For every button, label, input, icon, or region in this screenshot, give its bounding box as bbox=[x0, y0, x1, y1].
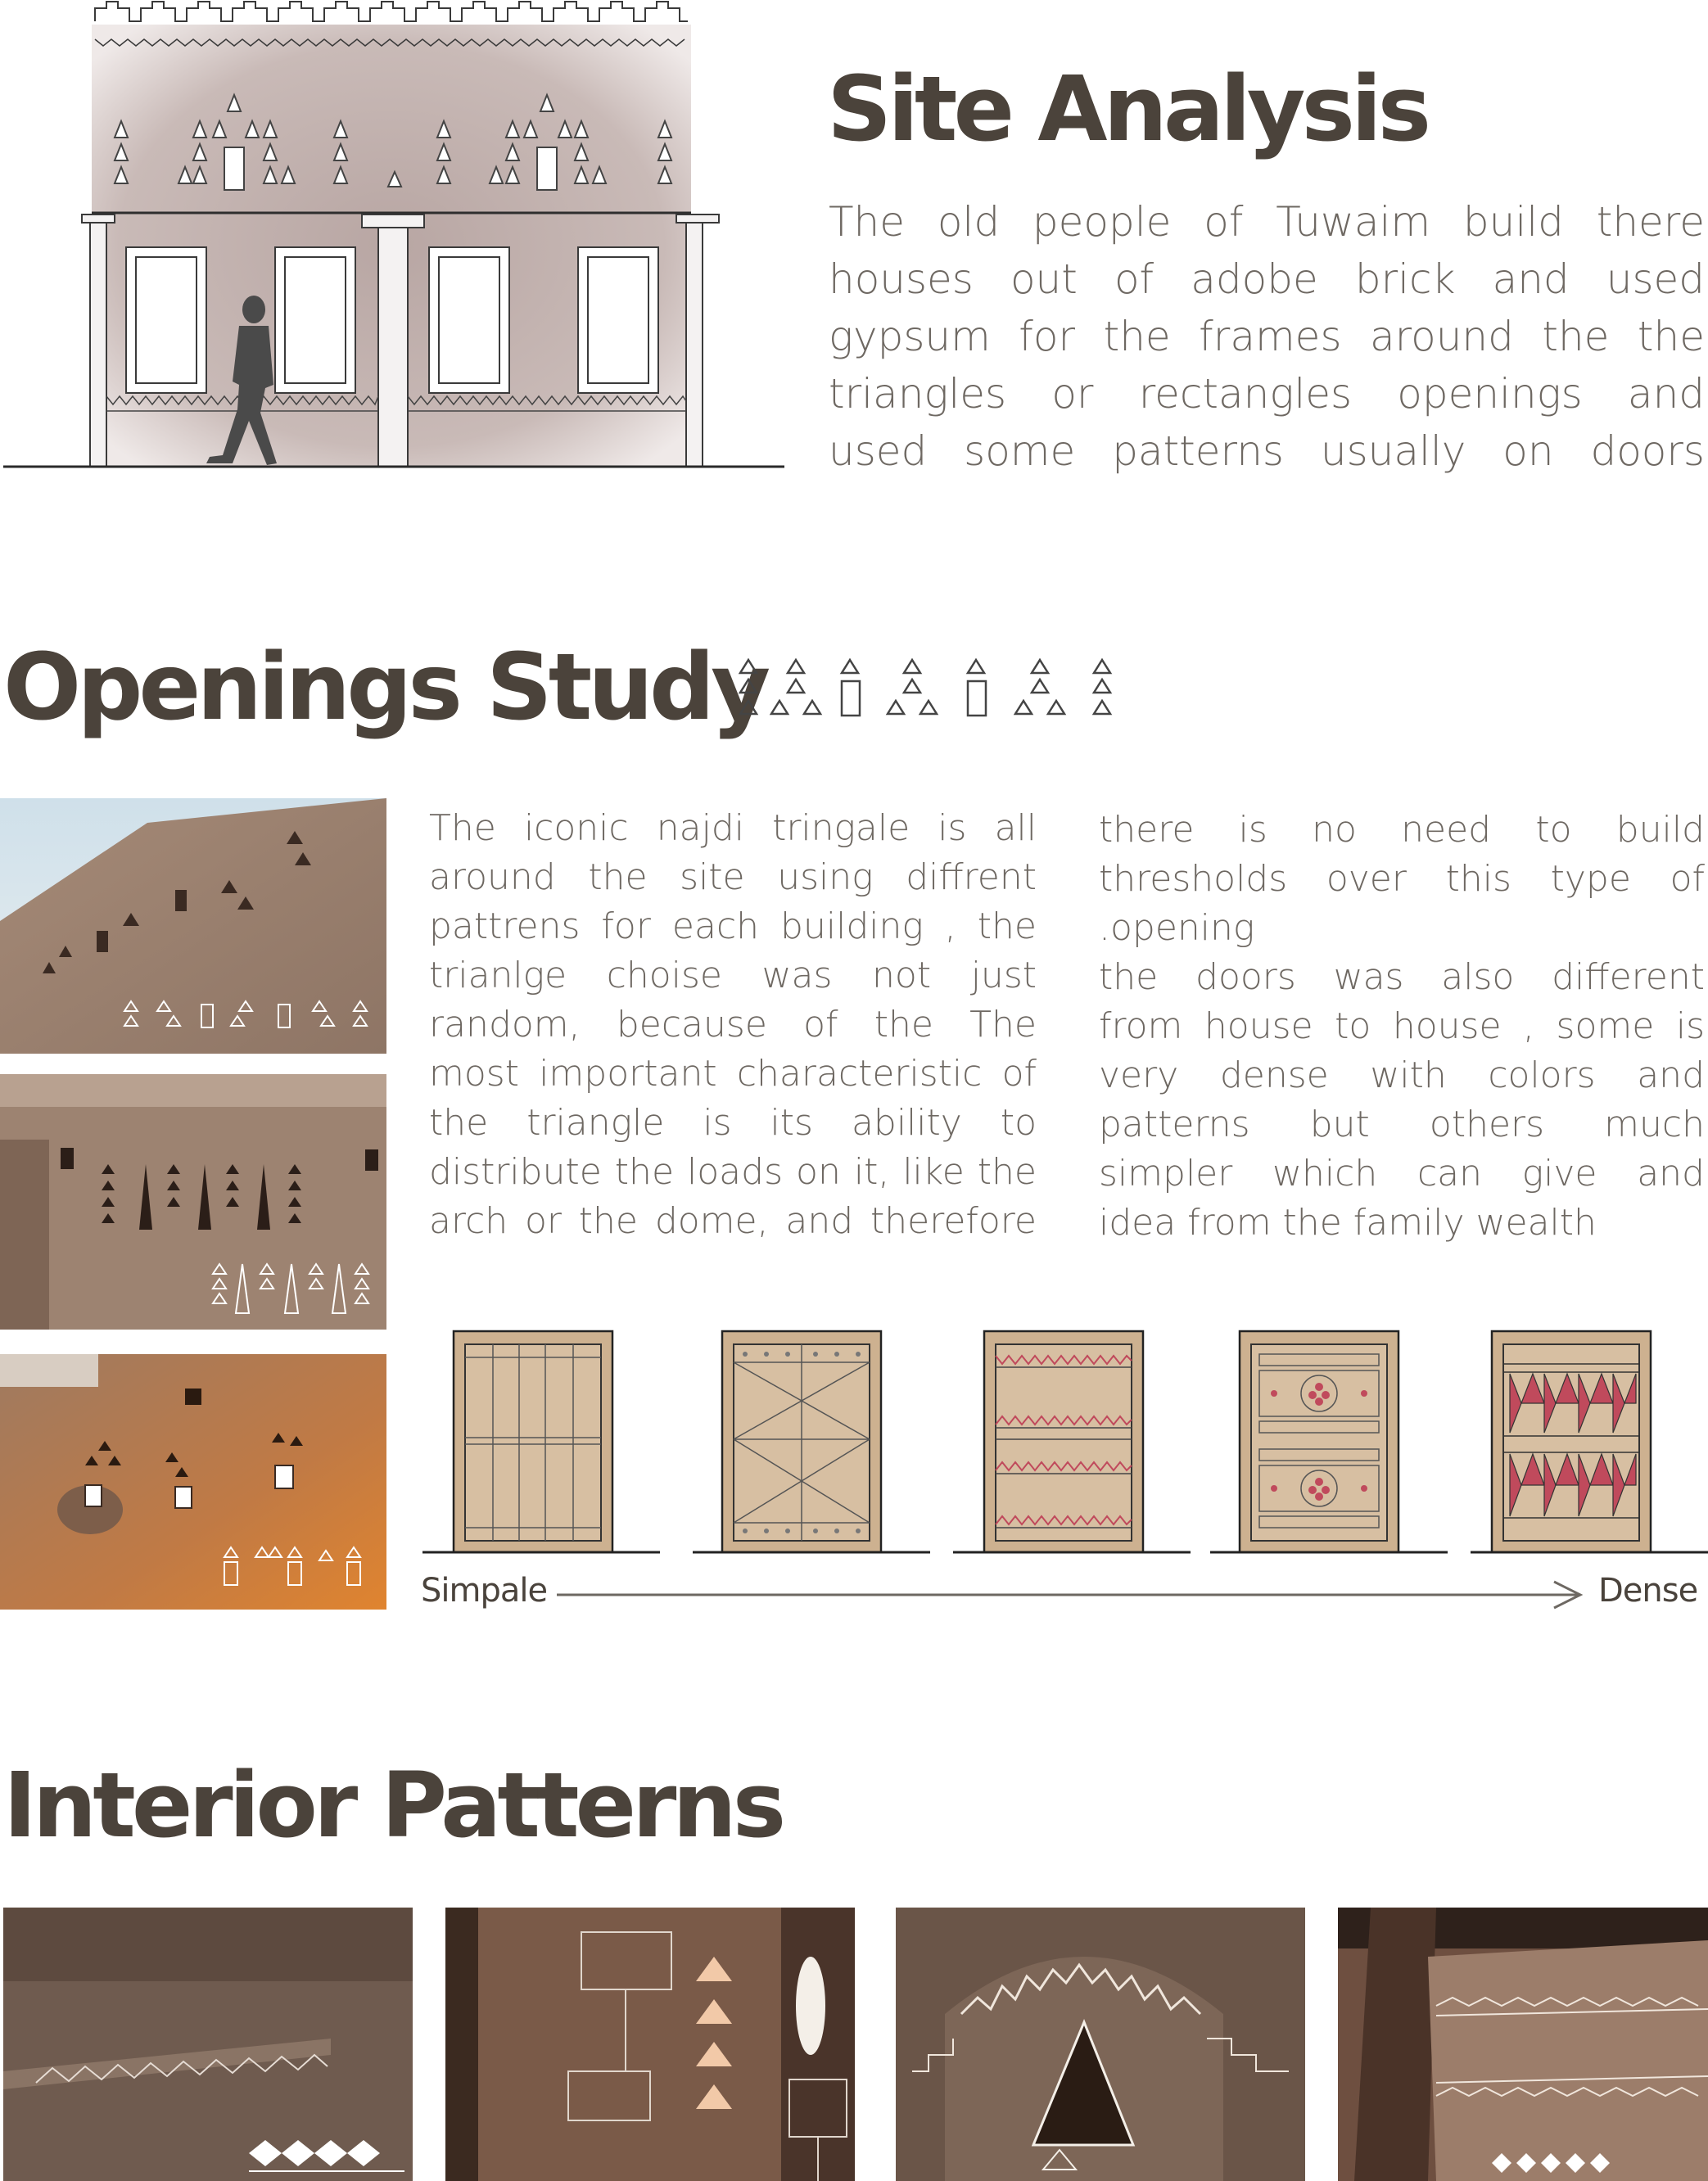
site-analysis-line: used some patterns usually on doors bbox=[829, 427, 1705, 475]
adobe-wall-photo-3 bbox=[0, 1354, 386, 1610]
door-5-dense bbox=[1462, 1330, 1708, 1556]
site-analysis-line: triangles or rectangles openings and bbox=[829, 370, 1705, 418]
door-2 bbox=[693, 1330, 930, 1556]
door-3 bbox=[953, 1330, 1191, 1556]
interior-photo-1 bbox=[3, 1908, 413, 2181]
scale-start-label: Simpale bbox=[421, 1572, 548, 1610]
openings-left-line: the triangle is its ability to bbox=[429, 1102, 1037, 1144]
openings-right-line: idea from the family wealth bbox=[1099, 1202, 1597, 1244]
scale-end-label: Dense bbox=[1598, 1572, 1698, 1610]
door-1-simple bbox=[422, 1330, 660, 1556]
interior-patterns-title: Interior Patterns bbox=[3, 1753, 783, 1858]
openings-left-line: pattrens for each building , the bbox=[429, 905, 1037, 947]
openings-left-line: random, because of the The bbox=[429, 1004, 1037, 1045]
openings-left-line: trianlge choise was not just bbox=[429, 955, 1037, 996]
openings-left-column bbox=[429, 804, 1037, 1246]
interior-photo-4 bbox=[1338, 1908, 1708, 2181]
interior-photo-3 bbox=[896, 1908, 1305, 2181]
door-4 bbox=[1210, 1330, 1448, 1556]
openings-study-title: Openings Study bbox=[3, 634, 767, 741]
openings-right-line: the doors was also different bbox=[1099, 956, 1705, 998]
adobe-wall-photo-1 bbox=[0, 798, 386, 1054]
openings-left-line: The iconic najdi tringale is all bbox=[429, 807, 1037, 849]
site-analysis-paragraph bbox=[829, 193, 1705, 480]
triangle-motif-row bbox=[730, 655, 1173, 732]
openings-left-line: arch or the dome, and therefore bbox=[429, 1200, 1037, 1242]
site-analysis-line: houses out of adobe brick and used bbox=[829, 255, 1705, 303]
openings-right-line: very dense with colors and bbox=[1099, 1054, 1705, 1096]
openings-right-column bbox=[1099, 806, 1705, 1248]
scale-arrow bbox=[554, 1578, 1588, 1614]
elevation-drawing bbox=[0, 0, 786, 475]
openings-right-line: patterns but others much bbox=[1099, 1104, 1705, 1145]
openings-left-line: around the site using diffrent bbox=[429, 856, 1037, 898]
openings-right-line: from house to house , some is bbox=[1099, 1005, 1705, 1047]
site-analysis-line: The old people of Tuwaim build there bbox=[829, 198, 1705, 246]
openings-left-line: most important characteristic of bbox=[429, 1053, 1037, 1095]
interior-photo-2 bbox=[445, 1908, 855, 2181]
openings-right-line: thresholds over this type of bbox=[1099, 858, 1705, 900]
adobe-wall-photo-2 bbox=[0, 1074, 386, 1330]
openings-right-line: .opening bbox=[1099, 907, 1255, 949]
openings-left-line: distribute the loads on it, like the bbox=[429, 1151, 1037, 1193]
site-analysis-line: gypsum for the frames around the the bbox=[829, 313, 1705, 360]
openings-right-line: there is no need to build bbox=[1099, 809, 1705, 851]
openings-right-line: simpler which can give and bbox=[1099, 1153, 1705, 1194]
site-analysis-title: Site Analysis bbox=[827, 56, 1428, 161]
